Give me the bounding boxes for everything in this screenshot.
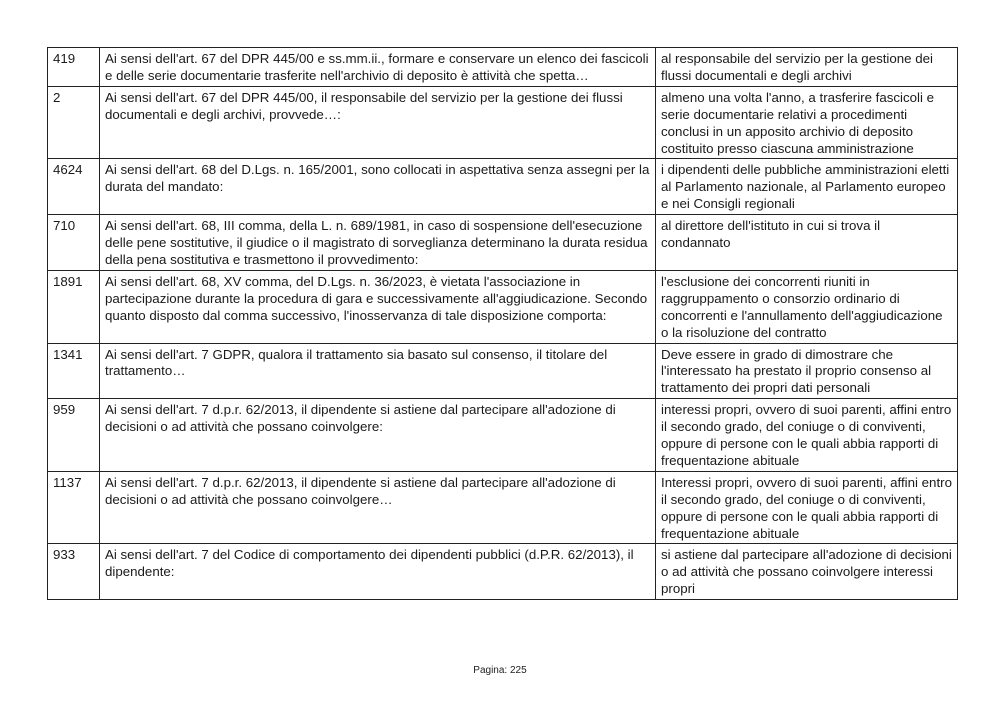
answer-text: al responsabile del servizio per la gestione dei flussi documentali e degli archivi	[656, 48, 958, 87]
questions-table	[47, 47, 958, 600]
question-text: Ai sensi dell'art. 68, XV comma, del D.Lgs. n. 36/2023, è vietata l'associazione in partecipazione durante la procedura di gara e successivamente all'aggiudicazione. Secondo quanto disposto dal comma successivo, l'inosservanza di tale disposizione comporta:	[100, 270, 656, 343]
question-text: Ai sensi dell'art. 68, III comma, della L. n. 689/1981, in caso di sospensione dell'esecuzione delle pene sostitutive, il giudice o il magistrato di sorveglianza determinano la durata residua della pena sostitutiva e trasmettono il provvedimento:	[100, 215, 656, 271]
page-number: Pagina: 225	[473, 665, 527, 676]
answer-text: i dipendenti delle pubbliche amministrazioni eletti al Parlamento nazionale, al Parlamento europeo e nei Consigli regionali	[656, 159, 958, 215]
answer-text: al direttore dell'istituto in cui si trova il condannato	[656, 215, 958, 271]
table-row	[48, 399, 958, 472]
question-number: 419	[48, 48, 100, 87]
table-row	[48, 215, 958, 271]
table-row	[48, 48, 958, 87]
question-text: Ai sensi dell'art. 7 del Codice di comportamento dei dipendenti pubblici (d.P.R. 62/2013), il dipendente:	[100, 544, 656, 600]
question-text: Ai sensi dell'art. 67 del DPR 445/00 e ss.mm.ii., formare e conservare un elenco dei fascicoli e delle serie documentarie trasferite nell'archivio di deposito è attività che spetta…	[100, 48, 656, 87]
question-number: 959	[48, 399, 100, 472]
question-number: 2	[48, 86, 100, 159]
question-text: Ai sensi dell'art. 7 d.p.r. 62/2013, il dipendente si astiene dal partecipare all'adozione di decisioni o ad attività che possano coinvolgere:	[100, 399, 656, 472]
answer-text: Deve essere in grado di dimostrare che l'interessato ha prestato il proprio consenso al trattamento dei propri dati personali	[656, 343, 958, 399]
question-text: Ai sensi dell'art. 68 del D.Lgs. n. 165/2001, sono collocati in aspettativa senza assegni per la durata del mandato:	[100, 159, 656, 215]
question-number: 4624	[48, 159, 100, 215]
table-row	[48, 159, 958, 215]
question-text: Ai sensi dell'art. 7 d.p.r. 62/2013, il dipendente si astiene dal partecipare all'adozione di decisioni o ad attività che possano coinvolgere…	[100, 471, 656, 544]
table-row	[48, 343, 958, 399]
answer-text: l'esclusione dei concorrenti riuniti in raggruppamento o consorzio ordinario di concorrenti e l'annullamento dell'aggiudicazione o la risoluzione del contratto	[656, 270, 958, 343]
question-number: 1891	[48, 270, 100, 343]
question-number: 710	[48, 215, 100, 271]
answer-text: Interessi propri, ovvero di suoi parenti, affini entro il secondo grado, del coniuge o di conviventi, oppure di persone con le quali abbia rapporti di frequentazione abituale	[656, 471, 958, 544]
question-number: 1137	[48, 471, 100, 544]
question-text: Ai sensi dell'art. 7 GDPR, qualora il trattamento sia basato sul consenso, il titolare del trattamento…	[100, 343, 656, 399]
table-row	[48, 270, 958, 343]
answer-text: interessi propri, ovvero di suoi parenti, affini entro il secondo grado, del coniuge o di conviventi, oppure di persone con le quali abbia rapporti di frequentazione abituale	[656, 399, 958, 472]
question-number: 933	[48, 544, 100, 600]
table-row	[48, 471, 958, 544]
table-row	[48, 86, 958, 159]
question-text: Ai sensi dell'art. 67 del DPR 445/00, il responsabile del servizio per la gestione dei flussi documentali e degli archivi, provvede…:	[100, 86, 656, 159]
answer-text: almeno una volta l'anno, a trasferire fascicoli e serie documentarie relativi a procedimenti conclusi in un apposito archivio di deposito costituito presso ciascuna amministrazione	[656, 86, 958, 159]
question-number: 1341	[48, 343, 100, 399]
answer-text: si astiene dal partecipare all'adozione di decisioni o ad attività che possano coinvolgere interessi propri	[656, 544, 958, 600]
table-row	[48, 544, 958, 600]
